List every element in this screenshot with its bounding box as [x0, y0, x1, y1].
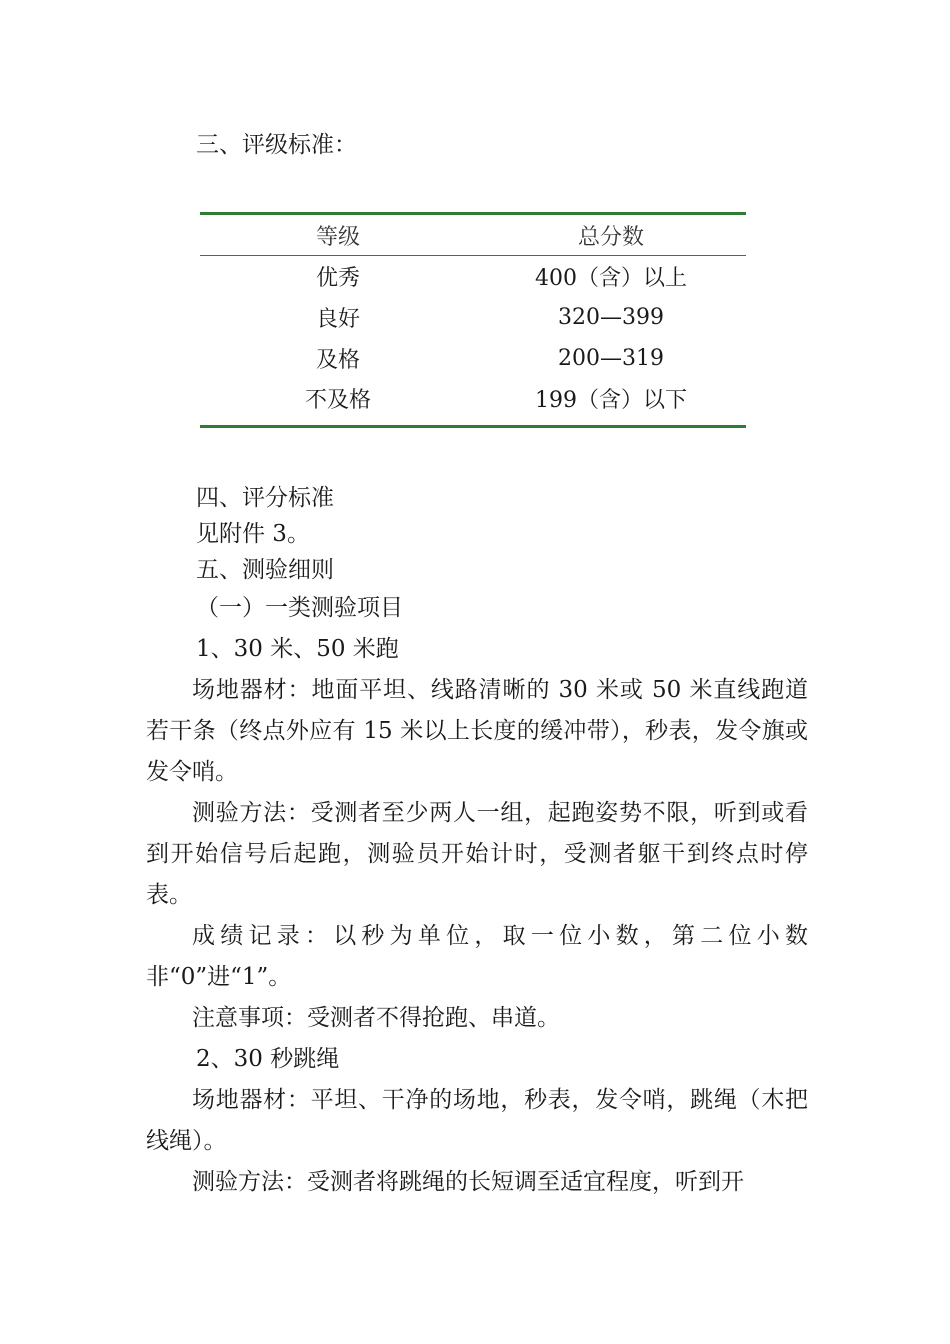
- score-cell: 200—319: [558, 346, 664, 371]
- score-cell: 320—399: [558, 305, 664, 330]
- subsection-1-title: （一）一类测验项目: [196, 595, 403, 621]
- grade-standard-table: [200, 212, 746, 428]
- table-bottom-rule: [200, 427, 746, 429]
- table-header-row: [200, 215, 746, 256]
- table-row: [200, 256, 746, 297]
- grade-cell: 及格: [315, 348, 360, 373]
- score-cell: 400（含）以上: [535, 266, 687, 291]
- section-3-title: 三、评级标准：: [196, 132, 357, 158]
- section-4-body: 见附件 3。: [196, 521, 310, 547]
- table-row: [200, 338, 746, 379]
- grade-cell: 优秀: [315, 266, 360, 291]
- table-row: [200, 379, 746, 427]
- section-5-title: 五、测验细则: [196, 557, 334, 583]
- table-row: [200, 297, 746, 338]
- item-1-method: 测验方法：受测者至少两人一组，起跑姿势不限，听到或看到开始信号后起跑，测验员开始计时，受测者躯干到终点时停表。: [146, 800, 808, 908]
- item-2-venue: 场地器材：平坦、干净的场地，秒表，发令哨，跳绳（木把线绳）。: [146, 1087, 808, 1154]
- item-1-venue: 场地器材：地面平坦、线路清晰的 30 米或 50 米直线跑道若干条（终点外应有 15 米以上长度的缓冲带），秒表，发令旗或发令哨。: [146, 677, 808, 785]
- item-1-title: 1、30 米、50 米跑: [196, 636, 399, 662]
- item-2-method: 测验方法：受测者将跳绳的长短调至适宜程度，听到开: [192, 1169, 744, 1195]
- item-2-title: 2、30 秒跳绳: [196, 1046, 340, 1072]
- header-total-score: 总分数: [577, 224, 644, 250]
- grade-cell: 良好: [315, 307, 360, 332]
- section-4-title: 四、评分标准: [196, 485, 334, 511]
- grade-cell: 不及格: [304, 387, 371, 413]
- score-cell: 199（含）以下: [535, 387, 687, 413]
- item-1-notes: 注意事项：受测者不得抢跑、串道。: [192, 1005, 560, 1031]
- item-1-record: 成绩记录：以秒为单位，取一位小数，第二位小数非“0”进“1”。: [146, 923, 808, 990]
- body-content: [146, 480, 808, 1203]
- header-grade: 等级: [315, 224, 360, 250]
